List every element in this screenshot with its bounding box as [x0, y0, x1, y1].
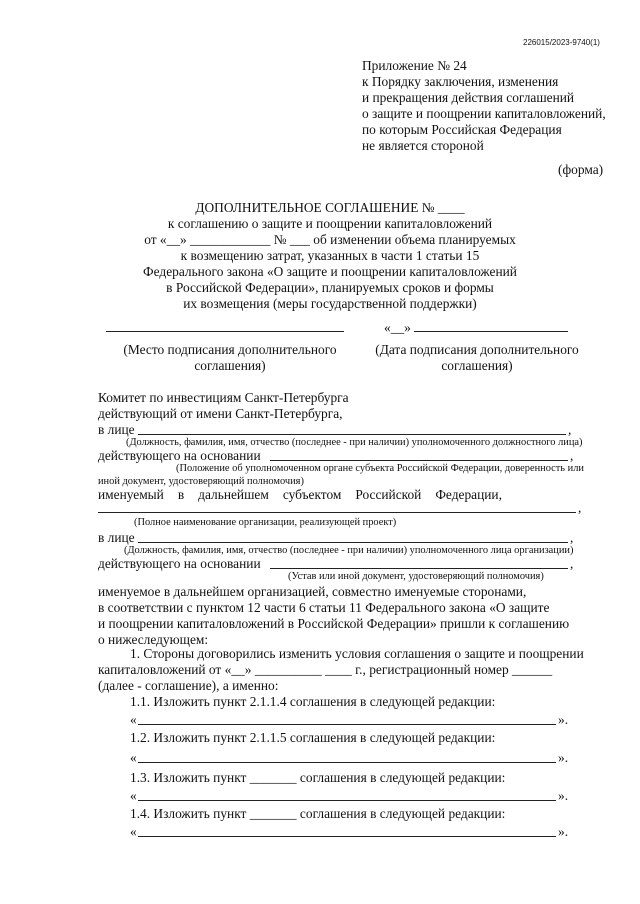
- title-line: в Российской Федерации», планируемых сроков и формы: [166, 280, 494, 295]
- appendix-line: Приложение № 24: [362, 58, 467, 73]
- comma: ,: [570, 448, 574, 463]
- comma: ,: [570, 530, 574, 545]
- party1-basis-caption: (Положение об уполномоченном органе субъекта Российской Федерации, доверенность или: [176, 463, 584, 474]
- party1-person-caption: (Должность, фамилия, имя, отчество (последнее - при наличии) уполномоченного должностного лица): [126, 437, 583, 448]
- caption-line: соглашения): [441, 358, 513, 373]
- intro-line: и поощрении капиталовложений в Российской Федерации» пришли к соглашению: [98, 616, 570, 631]
- title-line: от «__» ____________ № ___ об изменении объема планируемых: [144, 232, 516, 247]
- intro-line: в соответствии с пунктом 12 части 6 статьи 11 Федерального закона «О защите: [98, 600, 550, 615]
- form-label: (форма): [558, 162, 604, 177]
- item-label: 1.4. Изложить пункт _______ соглашения в следующей редакции:: [130, 806, 506, 821]
- item-field-line[interactable]: [138, 762, 556, 763]
- date-caption: [358, 342, 596, 374]
- party1-basis-caption: иной документ, удостоверяющий полномочия): [98, 476, 304, 487]
- appendix-line: по которым Российская Федерация: [362, 122, 562, 137]
- word: Российской: [355, 487, 422, 502]
- caption-line: соглашения): [194, 358, 266, 373]
- place-caption: [110, 342, 350, 374]
- party1-person-line[interactable]: [138, 434, 566, 435]
- appendix-line: и прекращения действия соглашений: [362, 90, 575, 105]
- item-field-line[interactable]: [138, 836, 556, 837]
- title-line: к соглашению о защите и поощрении капиталовложений: [167, 216, 493, 231]
- party1-person-label: в лице: [98, 422, 135, 437]
- party2-org-caption: (Полное наименование организации, реализующей проект): [134, 517, 397, 528]
- quote-close: ».: [558, 750, 569, 765]
- item-field-line[interactable]: [138, 724, 556, 725]
- item-field-line[interactable]: [138, 800, 556, 801]
- party1-basis-line[interactable]: [270, 460, 568, 461]
- word: именуемый: [98, 487, 164, 502]
- quote-open: «: [130, 824, 137, 839]
- word: дальнейшем: [198, 487, 269, 502]
- intro-paragraph: [98, 584, 569, 648]
- word: субъектом: [282, 487, 342, 502]
- party2-basis-label: действующего на основании: [98, 556, 261, 571]
- document-title: [100, 200, 560, 312]
- party1-acting: действующий от имени Санкт-Петербурга,: [98, 406, 343, 421]
- date-field-line[interactable]: [414, 331, 568, 332]
- party2-basis-caption: (Устав или иной документ, удостоверяющий полномочия): [288, 571, 544, 582]
- item-label: 1.3. Изложить пункт _______ соглашения в следующей редакции:: [130, 770, 506, 785]
- comma: ,: [578, 500, 582, 515]
- document-id: 226015/2023-9740(1): [523, 38, 600, 47]
- word: в: [177, 487, 185, 502]
- party2-org-line[interactable]: [98, 512, 576, 513]
- comma: ,: [568, 422, 572, 437]
- quote-open: «: [130, 788, 137, 803]
- quote-close: ».: [558, 824, 569, 839]
- party1-basis-label: действующего на основании: [98, 448, 261, 463]
- clause-1: [98, 646, 584, 694]
- appendix-block: [362, 58, 606, 154]
- title-line: к возмещению затрат, указанных в части 1 статьи 15: [180, 248, 480, 263]
- title-line: их возмещения (меры государственной поддержки): [183, 296, 477, 311]
- title-line: ДОПОЛНИТЕЛЬНОЕ СОГЛАШЕНИЕ № ____: [195, 200, 465, 215]
- quote-open: «: [130, 750, 137, 765]
- party1-name: Комитет по инвестициям Санкт-Петербурга: [98, 390, 349, 405]
- party1-called: [98, 487, 502, 503]
- caption-line: (Место подписания дополнительного: [123, 342, 337, 357]
- caption-line: (Дата подписания дополнительного: [375, 342, 579, 357]
- word: Федерации,: [435, 487, 502, 502]
- party2-person-caption: (Должность, фамилия, имя, отчество (последнее - при наличии) уполномоченного лица организации): [124, 545, 574, 556]
- place-field-line[interactable]: [106, 331, 344, 332]
- party2-basis-line[interactable]: [270, 568, 568, 569]
- item-label: 1.1. Изложить пункт 2.1.1.4 соглашения в следующей редакции:: [130, 694, 496, 709]
- clause-line: (далее - соглашение), а именно:: [98, 678, 279, 693]
- appendix-line: к Порядку заключения, изменения: [362, 74, 559, 89]
- party2-person-line[interactable]: [138, 542, 568, 543]
- appendix-line: о защите и поощрении капиталовложений,: [362, 106, 606, 121]
- clause-line: капиталовложений от «__» __________ ____ г., регистрационный номер ______: [98, 662, 553, 677]
- quote-open: «: [130, 712, 137, 727]
- quote-close: ».: [558, 712, 569, 727]
- comma: ,: [570, 556, 574, 571]
- appendix-line: не является стороной: [362, 138, 484, 153]
- title-line: Федерального закона «О защите и поощрении капиталовложений: [143, 264, 517, 279]
- intro-line: именуемое в дальнейшем организацией, совместно именуемые сторонами,: [98, 584, 527, 599]
- party2-person-label: в лице: [98, 530, 135, 545]
- date-prefix: «__»: [384, 320, 411, 335]
- item-label: 1.2. Изложить пункт 2.1.1.5 соглашения в следующей редакции:: [130, 730, 496, 745]
- intro-line: о нижеследующем:: [98, 632, 209, 647]
- quote-close: ».: [558, 788, 569, 803]
- clause-line: 1. Стороны договорились изменить условия соглашения о защите и поощрении: [130, 646, 584, 661]
